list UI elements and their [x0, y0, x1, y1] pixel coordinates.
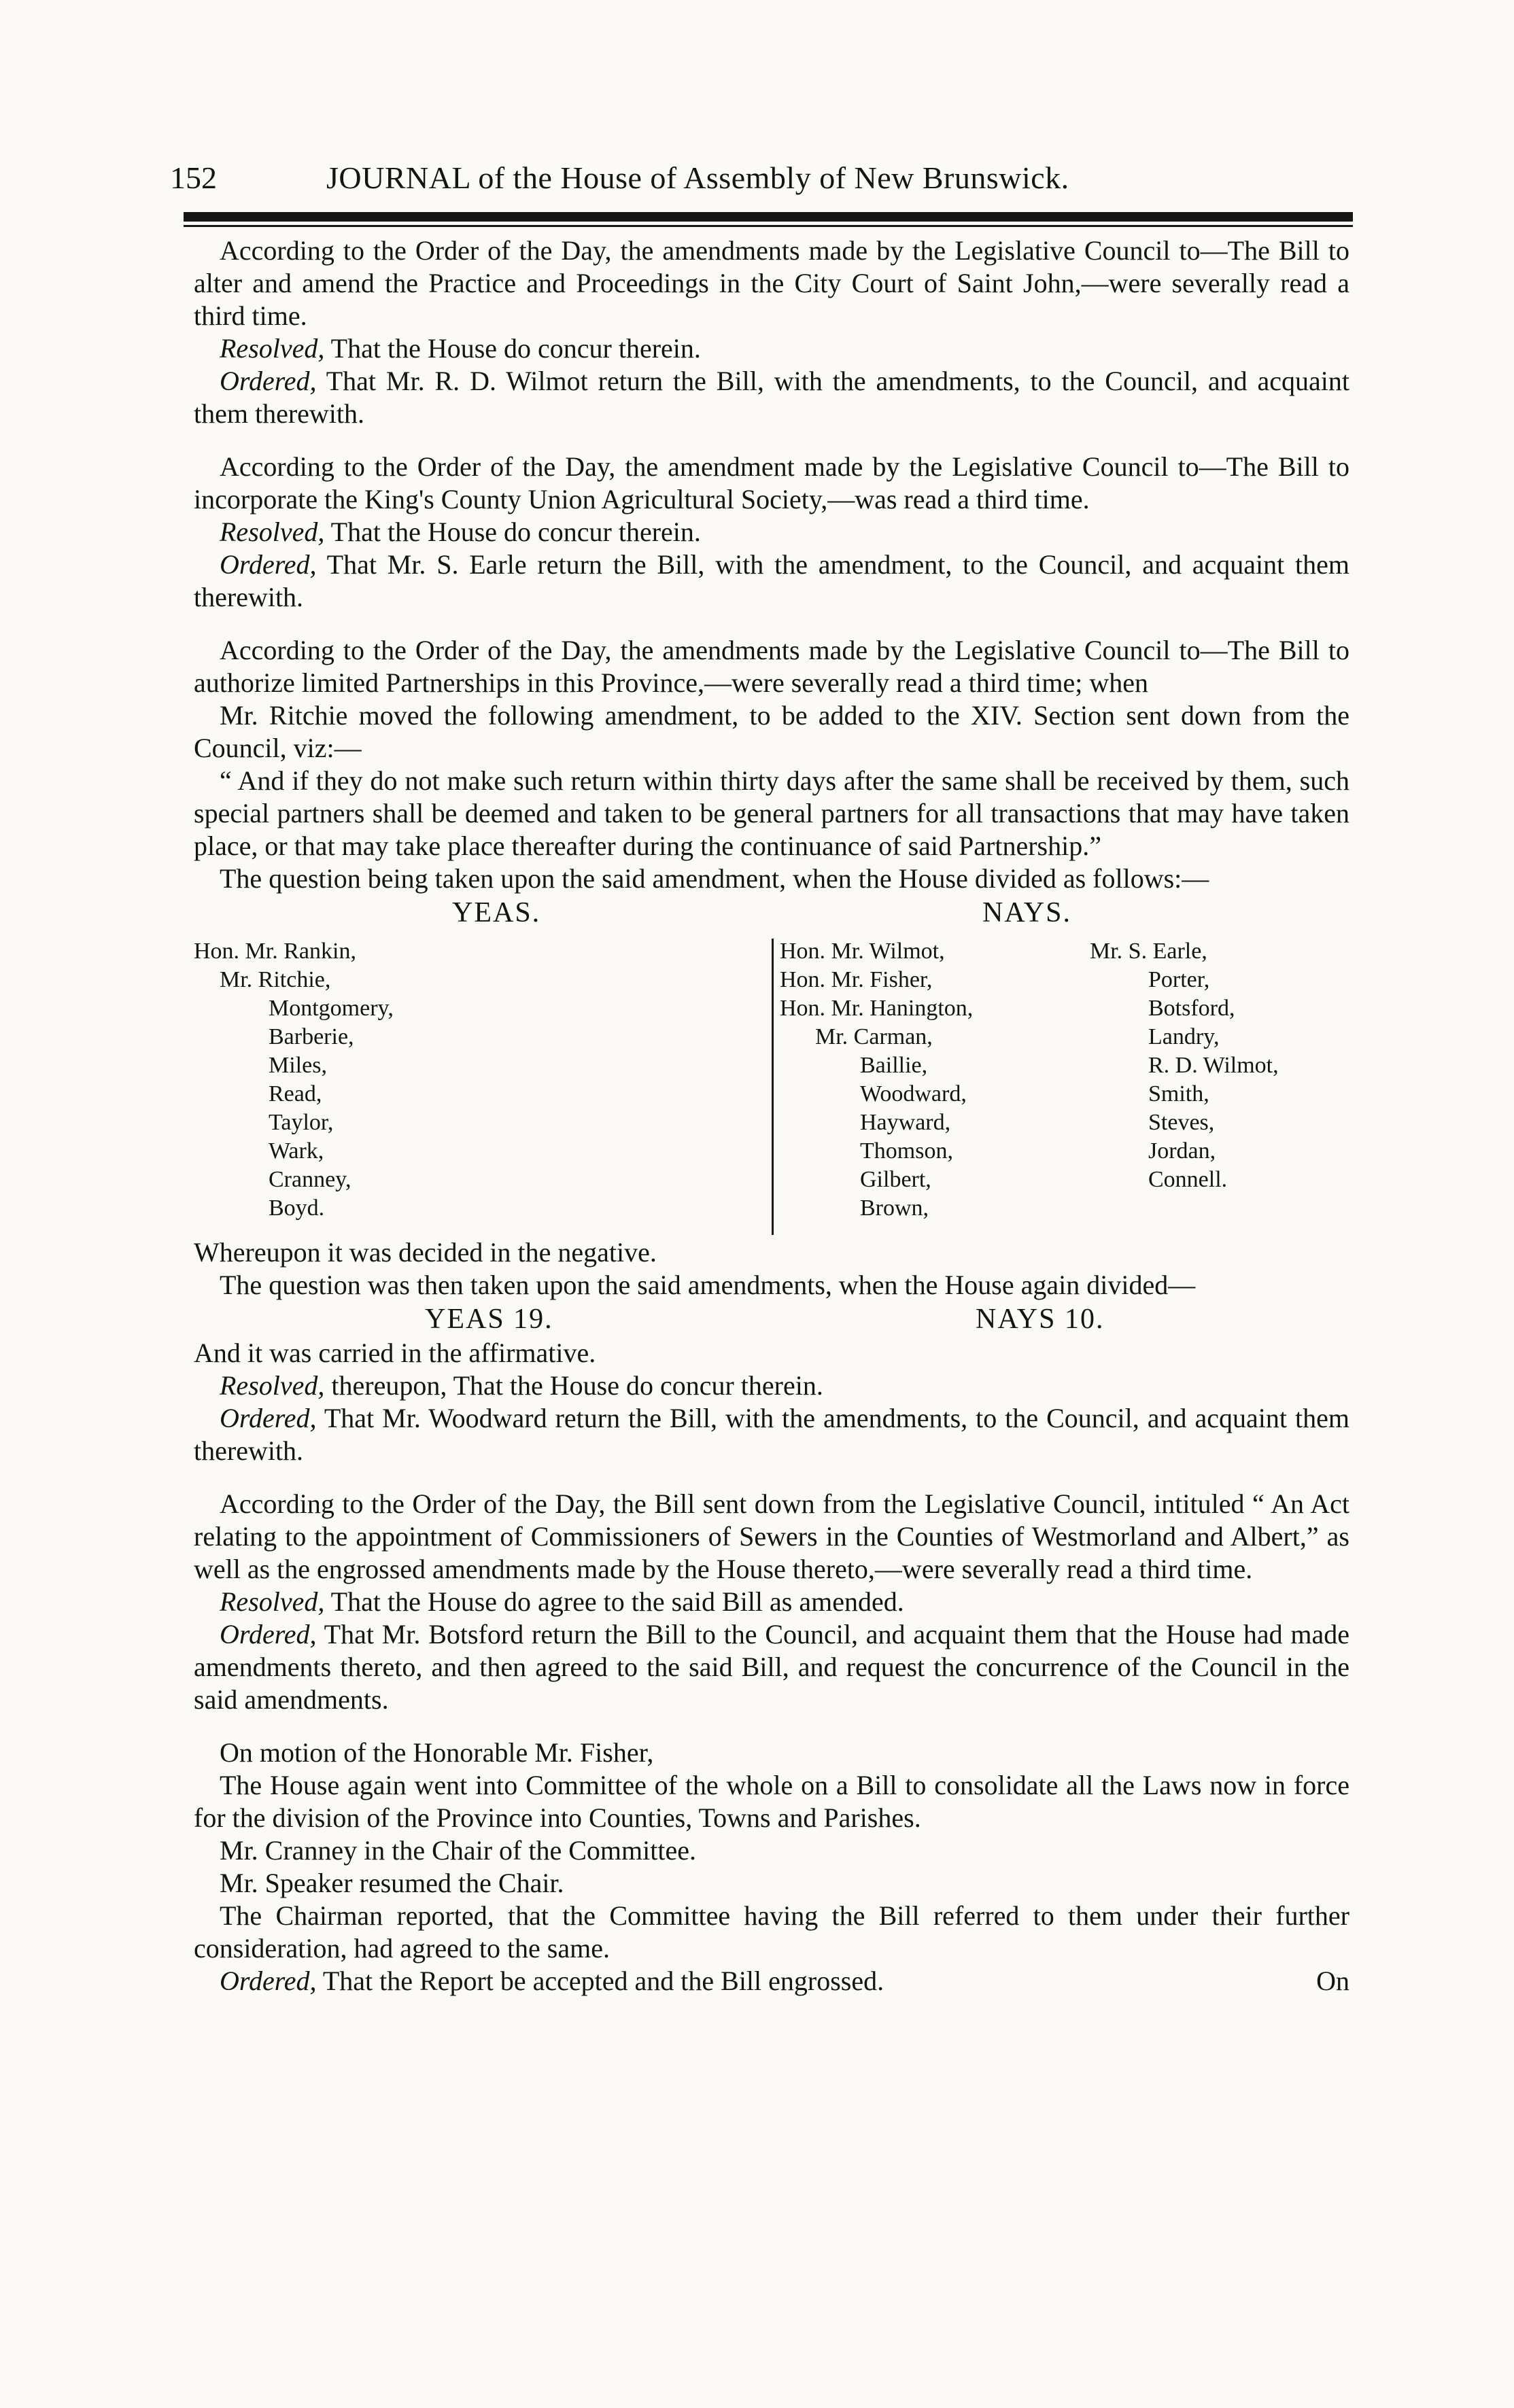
nay-member: Gilbert, — [860, 1167, 931, 1192]
nay-member: Brown, — [860, 1196, 929, 1221]
ordered-label: Ordered, — [220, 1966, 317, 1996]
entry-partnerships-bill — [194, 634, 1349, 1467]
ordered-line — [194, 1618, 1349, 1716]
nays-column-1 — [780, 937, 973, 1223]
division-question: The question being taken upon the said amendment, when the House divided as follows:— — [220, 863, 1209, 894]
yeas-heading: YEAS. — [452, 897, 541, 928]
yea-member: Hon. Mr. Rankin, — [194, 939, 356, 964]
second-division-question: The question was then taken upon the said amendments, when the House again divided— — [220, 1270, 1196, 1300]
entry-agricultural-society-bill — [194, 451, 1349, 614]
decision-affirmative: And it was carried in the affirmative. — [194, 1338, 596, 1368]
division-rule — [772, 939, 774, 1235]
nay-member: Porter, — [1148, 967, 1210, 992]
nay-member: Hon. Mr. Hanington, — [780, 996, 974, 1021]
entry-intro: According to the Order of the Day, the Bill sent down from the Legislative Council, intituled “ An Act relating to the appointment of Commissioners of Sewers in the Counties of Westmorland and Albert,” as well as the engrossed amendments made by the House thereto,—were severally read a third time. — [194, 1488, 1349, 1584]
header-rule-thick — [184, 212, 1353, 222]
nay-member: Connell. — [1148, 1167, 1228, 1192]
nay-member: Smith, — [1148, 1081, 1209, 1106]
yea-member: Cranney, — [269, 1167, 351, 1192]
yea-member: Miles, — [269, 1053, 327, 1078]
page-number: 152 — [170, 160, 217, 195]
entry-city-court-bill — [194, 234, 1349, 430]
speaker-line: Mr. Speaker resumed the Chair. — [220, 1868, 564, 1898]
ordered-text: That Mr. S. Earle return the Bill, with the amendment, to the Council, and acquaint them therewith. — [194, 549, 1349, 612]
ordered-line — [194, 1402, 1349, 1467]
resolved-text: That the House do concur therein. — [324, 333, 701, 364]
yea-member: Wark, — [269, 1138, 324, 1164]
division-totals — [194, 1302, 1349, 1337]
ordered-label: Ordered, — [220, 366, 317, 396]
entry-counties-bill — [194, 1737, 1349, 1997]
ordered-label: Ordered, — [220, 1619, 317, 1650]
ordered-text: That the Report be accepted and the Bill engrossed. — [316, 1966, 884, 1996]
nay-member: Botsford, — [1148, 996, 1235, 1021]
ordered-text: That Mr. R. D. Wilmot return the Bill, with the amendments, to the Council, and acquaint them therewith. — [194, 366, 1349, 429]
chair-line: Mr. Cranney in the Chair of the Committee. — [220, 1835, 696, 1866]
ordered-line — [194, 548, 1349, 614]
header-rule-thin — [184, 225, 1353, 227]
resolved-line — [194, 1586, 1349, 1618]
ordered-text: That Mr. Woodward return the Bill, with the amendments, to the Council, and acquaint them therewith. — [194, 1403, 1349, 1466]
division-list — [194, 896, 1349, 1236]
decision-negative: Whereupon it was decided in the negative. — [194, 1237, 657, 1268]
resolved-line — [194, 332, 1349, 365]
nay-member: Hayward, — [860, 1110, 951, 1135]
amendment-quote: “ And if they do not make such return within thirty days after the same shall be received by them, such special partners shall be deemed and taken to be general partners for all transactions that may have taken place, or that may take place thereafter during the continuance of said Partnership.” — [194, 765, 1349, 861]
resolved-line — [194, 516, 1349, 548]
yea-member: Barberie, — [269, 1024, 354, 1049]
entry-intro: According to the Order of the Day, the amendments made by the Legislative Council to—The Bill to authorize limited Partnerships in this Province,—were severally read a third time; when — [194, 635, 1349, 698]
nays-column-2 — [1090, 937, 1279, 1194]
nay-member: Steves, — [1148, 1110, 1215, 1135]
yea-member: Boyd. — [269, 1196, 325, 1221]
nay-member: Woodward, — [860, 1081, 967, 1106]
report-line: The Chairman reported, that the Committee having the Bill referred to them under their further consideration, had agreed to the same. — [194, 1900, 1349, 1964]
resolved-label: Resolved, — [220, 517, 325, 547]
nay-member: Landry, — [1148, 1024, 1220, 1049]
committee-line: The House again went into Committee of the whole on a Bill to consolidate all the Laws now in force for the division of the Province into Counties, Towns and Parishes. — [194, 1770, 1349, 1833]
ordered-text: That Mr. Botsford return the Bill to the Council, and acquaint them that the House had made amendments thereto, and then agreed to the said Bill, and request the concurrence of the Council in the said amendments. — [194, 1619, 1349, 1715]
entry-intro: According to the Order of the Day, the amendments made by the Legislative Council to—The Bill to alter and amend the Practice and Proceedings in the City Court of Saint John,—were severally read a third time. — [194, 235, 1349, 331]
resolved-label: Resolved, — [220, 1586, 325, 1617]
yea-member: Montgomery, — [269, 996, 394, 1021]
nay-member: R. D. Wilmot, — [1148, 1053, 1279, 1078]
resolved-text: That the House do concur therein. — [324, 517, 701, 547]
yeas-column — [194, 937, 394, 1223]
yeas-total: YEAS 19. — [425, 1304, 553, 1335]
entry-intro: According to the Order of the Day, the amendment made by the Legislative Council to—The Bill to incorporate the King's County Union Agricultural Society,—was read a third time. — [194, 451, 1349, 514]
amendment-motion: Mr. Ritchie moved the following amendment, to be added to the XIV. Section sent down from the Council, viz:— — [194, 700, 1349, 763]
nay-member: Hon. Mr. Wilmot, — [780, 939, 945, 964]
journal-body — [194, 234, 1349, 1997]
yea-member: Taylor, — [269, 1110, 334, 1135]
nay-member: Mr. S. Earle, — [1090, 939, 1207, 964]
nay-member: Jordan, — [1148, 1138, 1216, 1164]
nay-member: Baillie, — [860, 1053, 928, 1078]
entry-sewers-bill — [194, 1488, 1349, 1716]
nay-member: Thomson, — [860, 1138, 953, 1164]
catchword: On — [1316, 1966, 1349, 1996]
ordered-line — [194, 365, 1349, 430]
nay-member: Hon. Mr. Fisher, — [780, 967, 933, 992]
yea-member: Mr. Ritchie, — [220, 967, 331, 992]
resolved-text: thereupon, That the House do concur therein. — [324, 1370, 823, 1401]
yea-member: Read, — [269, 1081, 322, 1106]
ordered-line — [194, 1965, 1349, 1997]
ordered-label: Ordered, — [220, 549, 317, 580]
nay-member: Mr. Carman, — [815, 1024, 933, 1049]
resolved-line — [194, 1369, 1349, 1402]
running-title: JOURNAL of the House of Assembly of New Brunswick. — [326, 160, 1069, 195]
nays-total: NAYS 10. — [976, 1304, 1105, 1335]
page-header — [170, 153, 1353, 207]
ordered-label: Ordered, — [220, 1403, 317, 1433]
resolved-label: Resolved, — [220, 333, 325, 364]
resolved-text: That the House do agree to the said Bill as amended. — [324, 1586, 904, 1617]
motion-line: On motion of the Honorable Mr. Fisher, — [220, 1737, 654, 1768]
nays-heading: NAYS. — [982, 897, 1071, 928]
resolved-label: Resolved, — [220, 1370, 325, 1401]
